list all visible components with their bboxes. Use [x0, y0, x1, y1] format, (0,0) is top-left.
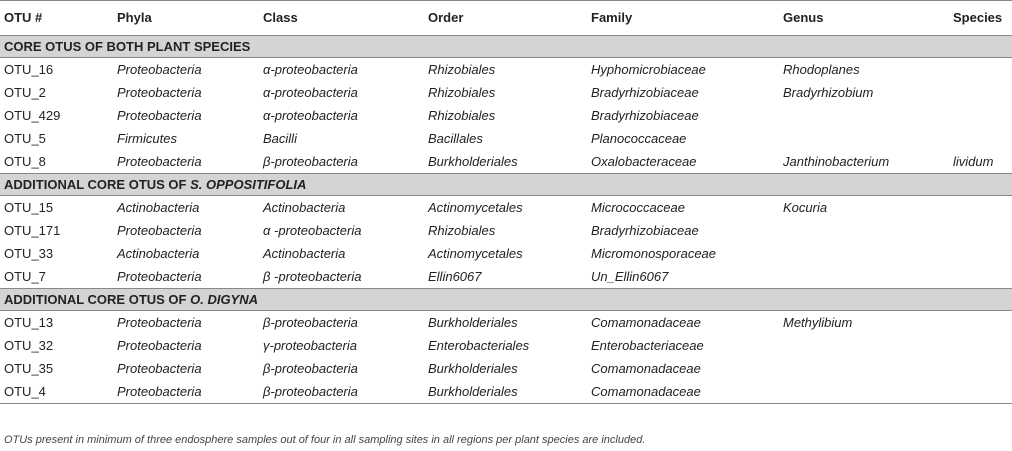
cell-genus: Kocuria: [783, 200, 828, 215]
cell-genus: Bradyrhizobium: [783, 85, 874, 100]
cell-order: Burkholderiales: [424, 380, 587, 404]
cell-class: α-proteobacteria: [263, 85, 358, 100]
cell-phylum: Proteobacteria: [117, 315, 202, 330]
table-row: [0, 334, 1012, 357]
cell-species: [949, 104, 1012, 127]
table-row: [0, 104, 1012, 127]
table-row: [0, 150, 1012, 174]
header-genus: Genus: [779, 1, 949, 36]
cell-class: Bacilli: [263, 131, 297, 146]
cell-family: Un_Ellin6067: [591, 269, 669, 284]
cell-class: α-proteobacteria: [263, 62, 358, 77]
table-row: [0, 242, 1012, 265]
cell-phylum: Proteobacteria: [117, 361, 202, 376]
cell-otu-id: OTU_13: [4, 315, 54, 330]
section-title-text: ADDITIONAL CORE OTUS OF: [4, 292, 191, 307]
cell-genus: [779, 104, 949, 127]
cell-species: [949, 357, 1012, 380]
header-row: [0, 1, 1012, 36]
cell-order: Rhizobiales: [428, 108, 496, 123]
header-otu: OTU #: [0, 1, 113, 36]
table-row: [0, 311, 1012, 335]
cell-species: [949, 334, 1012, 357]
section-title-text: ADDITIONAL CORE OTUS OF: [4, 177, 191, 192]
cell-order: Burkholderiales: [428, 361, 518, 376]
cell-otu-id: OTU_35: [4, 361, 54, 376]
cell-class: β-proteobacteria: [259, 380, 424, 404]
cell-species: [949, 242, 1012, 265]
cell-order: Ellin6067: [428, 269, 482, 284]
header-phyla: Phyla: [113, 1, 259, 36]
cell-species: lividum: [953, 154, 994, 169]
cell-otu-id: OTU_32: [4, 338, 54, 353]
table-row: [0, 265, 1012, 289]
cell-phylum: Proteobacteria: [117, 62, 202, 77]
cell-genus: [779, 334, 949, 357]
cell-otu-id: OTU_16: [4, 62, 54, 77]
cell-genus: [779, 127, 949, 150]
cell-otu-id: OTU_7: [4, 269, 46, 284]
cell-family: Enterobacteriaceae: [591, 338, 704, 353]
cell-order: Actinomycetales: [428, 200, 523, 215]
cell-species: [949, 311, 1012, 335]
cell-class: Actinobacteria: [263, 200, 346, 215]
cell-class: β-proteobacteria: [263, 315, 358, 330]
cell-class: β -proteobacteria: [263, 269, 362, 284]
cell-genus: [779, 242, 949, 265]
header-class: Class: [259, 1, 424, 36]
section-title-species: O. DIGYNA: [190, 292, 259, 307]
cell-otu-id: OTU_2: [4, 85, 46, 100]
cell-order: Burkholderiales: [428, 154, 518, 169]
cell-order: Burkholderiales: [428, 315, 518, 330]
cell-otu-id: OTU_171: [4, 223, 61, 238]
cell-family: Comamonadaceae: [591, 315, 701, 330]
table-footnote: OTUs present in minimum of three endosphere samples out of four in all sampling sites in all regions per plant species are included.: [4, 434, 646, 446]
table-body: [0, 36, 1012, 404]
header-species: Species: [949, 1, 1012, 36]
cell-order: Actinomycetales: [428, 246, 523, 261]
cell-phylum: Proteobacteria: [117, 223, 202, 238]
cell-family: Bradyrhizobiaceae: [591, 85, 699, 100]
table-row: [0, 380, 1012, 404]
cell-otu-id: OTU_429: [4, 108, 61, 123]
cell-species: [949, 58, 1012, 82]
cell-family: Hyphomicrobiaceae: [591, 62, 706, 77]
cell-phylum: Proteobacteria: [113, 380, 259, 404]
section-header-row: [0, 36, 1012, 58]
cell-order: Rhizobiales: [428, 62, 496, 77]
cell-otu-id: OTU_33: [4, 246, 54, 261]
table-row: [0, 357, 1012, 380]
cell-species: [949, 265, 1012, 289]
cell-family: Bradyrhizobiaceae: [591, 223, 699, 238]
cell-family: Comamonadaceae: [587, 380, 779, 404]
cell-phylum: Actinobacteria: [117, 200, 200, 215]
cell-family: Planococcaceae: [591, 131, 687, 146]
section-title: [0, 174, 1012, 196]
cell-order: Bacillales: [428, 131, 483, 146]
cell-phylum: Proteobacteria: [117, 154, 202, 169]
cell-class: α-proteobacteria: [263, 108, 358, 123]
cell-genus: Methylibium: [783, 315, 853, 330]
section-header-row: [0, 289, 1012, 311]
table-row: [0, 196, 1012, 220]
section-title: [0, 36, 1012, 58]
cell-order: Rhizobiales: [428, 223, 496, 238]
cell-phylum: Proteobacteria: [117, 108, 202, 123]
cell-genus: [779, 357, 949, 380]
cell-phylum: Proteobacteria: [117, 338, 202, 353]
cell-order: Enterobacteriales: [428, 338, 530, 353]
table-row: [0, 81, 1012, 104]
cell-family: Oxalobacteraceae: [591, 154, 697, 169]
cell-class: γ-proteobacteria: [263, 338, 357, 353]
cell-genus: Rhodoplanes: [783, 62, 860, 77]
header-order: Order: [424, 1, 587, 36]
cell-phylum: Firmicutes: [117, 131, 177, 146]
cell-species: [949, 380, 1012, 404]
cell-family: Bradyrhizobiaceae: [591, 108, 699, 123]
cell-family: Micrococcaceae: [591, 200, 685, 215]
cell-family: Micromonosporaceae: [591, 246, 717, 261]
cell-species: [949, 219, 1012, 242]
cell-class: β-proteobacteria: [263, 361, 358, 376]
cell-species: [949, 196, 1012, 220]
table-row: [0, 219, 1012, 242]
cell-otu-id: OTU_15: [4, 200, 54, 215]
cell-genus: [779, 219, 949, 242]
cell-otu-id: OTU_5: [4, 131, 46, 146]
section-header-row: [0, 174, 1012, 196]
table-row: [0, 127, 1012, 150]
cell-genus: Janthinobacterium: [783, 154, 890, 169]
section-title-species: S. OPPOSITIFOLIA: [190, 177, 307, 192]
cell-phylum: Proteobacteria: [117, 269, 202, 284]
cell-class: α -proteobacteria: [263, 223, 362, 238]
section-title-text: CORE OTUS OF BOTH PLANT SPECIES: [4, 39, 251, 54]
table-row: [0, 58, 1012, 82]
section-title: [0, 289, 1012, 311]
cell-phylum: Proteobacteria: [117, 85, 202, 100]
cell-family: Comamonadaceae: [591, 361, 701, 376]
cell-class: Actinobacteria: [263, 246, 346, 261]
cell-otu-id: OTU_8: [4, 154, 46, 169]
cell-phylum: Actinobacteria: [117, 246, 200, 261]
cell-otu-id: OTU_4: [0, 380, 113, 404]
cell-order: Rhizobiales: [428, 85, 496, 100]
cell-genus: [779, 265, 949, 289]
cell-genus: [779, 380, 949, 404]
cell-species: [949, 127, 1012, 150]
cell-species: [949, 81, 1012, 104]
cell-class: β-proteobacteria: [263, 154, 358, 169]
header-family: Family: [587, 1, 779, 36]
